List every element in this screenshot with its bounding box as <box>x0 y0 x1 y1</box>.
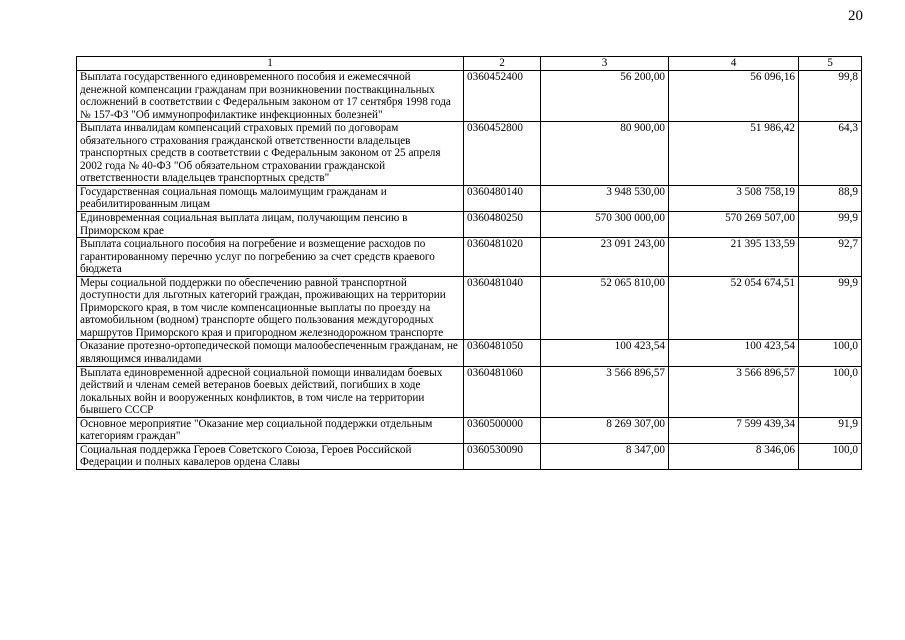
table-row <box>77 417 862 443</box>
row-name: Социальная поддержка Героев Советского Союза, Героев Российской Федерации и полных кавалеров ордена Славы <box>77 443 464 469</box>
row-name: Основное мероприятие "Оказание мер социальной поддержки отдельным категориям граждан" <box>77 417 464 443</box>
row-executed: 21 395 133,59 <box>669 238 799 277</box>
row-name: Выплата социального пособия на погребение и возмещение расходов по гарантированному перечню услуг по погребению за счет средств краевого бюджета <box>77 238 464 277</box>
row-percent: 100,0 <box>799 340 862 366</box>
table-row <box>77 443 862 469</box>
row-percent: 99,8 <box>799 71 862 122</box>
row-planned: 52 065 810,00 <box>541 276 669 340</box>
row-name: Выплата государственного единовременного пособия и ежемесячной денежной компенсации гражданам при возникновении поствакцинальных осложнений в соответствии с Федеральным законом от 17 сентября 1998 года № 157-ФЗ "Об иммунопрофилактике инфекционных болезней" <box>77 71 464 122</box>
row-code: 0360481040 <box>464 276 541 340</box>
table-row <box>77 238 862 277</box>
row-executed: 56 096,16 <box>669 71 799 122</box>
row-code: 0360530090 <box>464 443 541 469</box>
column-header: 5 <box>799 57 862 71</box>
row-code: 0360481060 <box>464 366 541 417</box>
row-planned: 3 948 530,00 <box>541 185 669 211</box>
row-percent: 64,3 <box>799 122 862 186</box>
table-row <box>77 340 862 366</box>
row-percent: 100,0 <box>799 443 862 469</box>
table-row <box>77 122 862 186</box>
row-executed: 3 566 896,57 <box>669 366 799 417</box>
row-code: 0360481020 <box>464 238 541 277</box>
row-percent: 99,9 <box>799 276 862 340</box>
row-executed: 8 346,06 <box>669 443 799 469</box>
row-planned: 570 300 000,00 <box>541 212 669 238</box>
row-planned: 100 423,54 <box>541 340 669 366</box>
table-row <box>77 185 862 211</box>
row-planned: 56 200,00 <box>541 71 669 122</box>
column-header: 4 <box>669 57 799 71</box>
row-code: 0360452800 <box>464 122 541 186</box>
row-name: Меры социальной поддержки по обеспечению равной транспортной доступности для льготных категорий граждан, проживающих на территории Приморского края, в том числе компенсационные выплаты по проезду на автомобильном (водном) транспорте общего пользования междугородных маршрутов Приморского края и пригородном железнодорожном транспорте <box>77 276 464 340</box>
row-executed: 100 423,54 <box>669 340 799 366</box>
column-header: 3 <box>541 57 669 71</box>
row-planned: 8 347,00 <box>541 443 669 469</box>
row-executed: 570 269 507,00 <box>669 212 799 238</box>
row-name: Оказание протезно-ортопедической помощи малообеспеченным гражданам, не являющимся инвалидами <box>77 340 464 366</box>
row-percent: 88,9 <box>799 185 862 211</box>
row-percent: 100,0 <box>799 366 862 417</box>
row-code: 0360452400 <box>464 71 541 122</box>
table-row <box>77 71 862 122</box>
table-row <box>77 212 862 238</box>
row-percent: 99,9 <box>799 212 862 238</box>
row-executed: 7 599 439,34 <box>669 417 799 443</box>
row-executed: 52 054 674,51 <box>669 276 799 340</box>
row-code: 0360481050 <box>464 340 541 366</box>
row-executed: 51 986,42 <box>669 122 799 186</box>
table-row <box>77 276 862 340</box>
row-planned: 8 269 307,00 <box>541 417 669 443</box>
row-planned: 3 566 896,57 <box>541 366 669 417</box>
row-code: 0360480140 <box>464 185 541 211</box>
row-name: Государственная социальная помощь малоимущим гражданам и реабилитированным лицам <box>77 185 464 211</box>
row-code: 0360500000 <box>464 417 541 443</box>
row-executed: 3 508 758,19 <box>669 185 799 211</box>
column-header: 2 <box>464 57 541 71</box>
row-planned: 80 900,00 <box>541 122 669 186</box>
page-number: 20 <box>848 8 863 24</box>
table-header-row <box>77 57 862 71</box>
row-name: Единовременная социальная выплата лицам, получающим пенсию в Приморском крае <box>77 212 464 238</box>
row-planned: 23 091 243,00 <box>541 238 669 277</box>
row-percent: 91,9 <box>799 417 862 443</box>
row-name: Выплата инвалидам компенсаций страховых премий по договорам обязательного страхования гражданской ответственности владельцев транспортных средств в соответствии с Федеральным законом от 25 апреля 2002 года № 40-ФЗ "Об обязательном страховании гражданской ответственности владельцев транспортных средств" <box>77 122 464 186</box>
table-row <box>77 366 862 417</box>
row-code: 0360480250 <box>464 212 541 238</box>
row-name: Выплата единовременной адресной социальной помощи инвалидам боевых действий и членам семей ветеранов боевых действий, погибших в ходе локальных войн и вооруженных конфликтов, в том числе на территории бывшего СССР <box>77 366 464 417</box>
row-percent: 92,7 <box>799 238 862 277</box>
column-header: 1 <box>77 57 464 71</box>
budget-table <box>76 56 862 470</box>
